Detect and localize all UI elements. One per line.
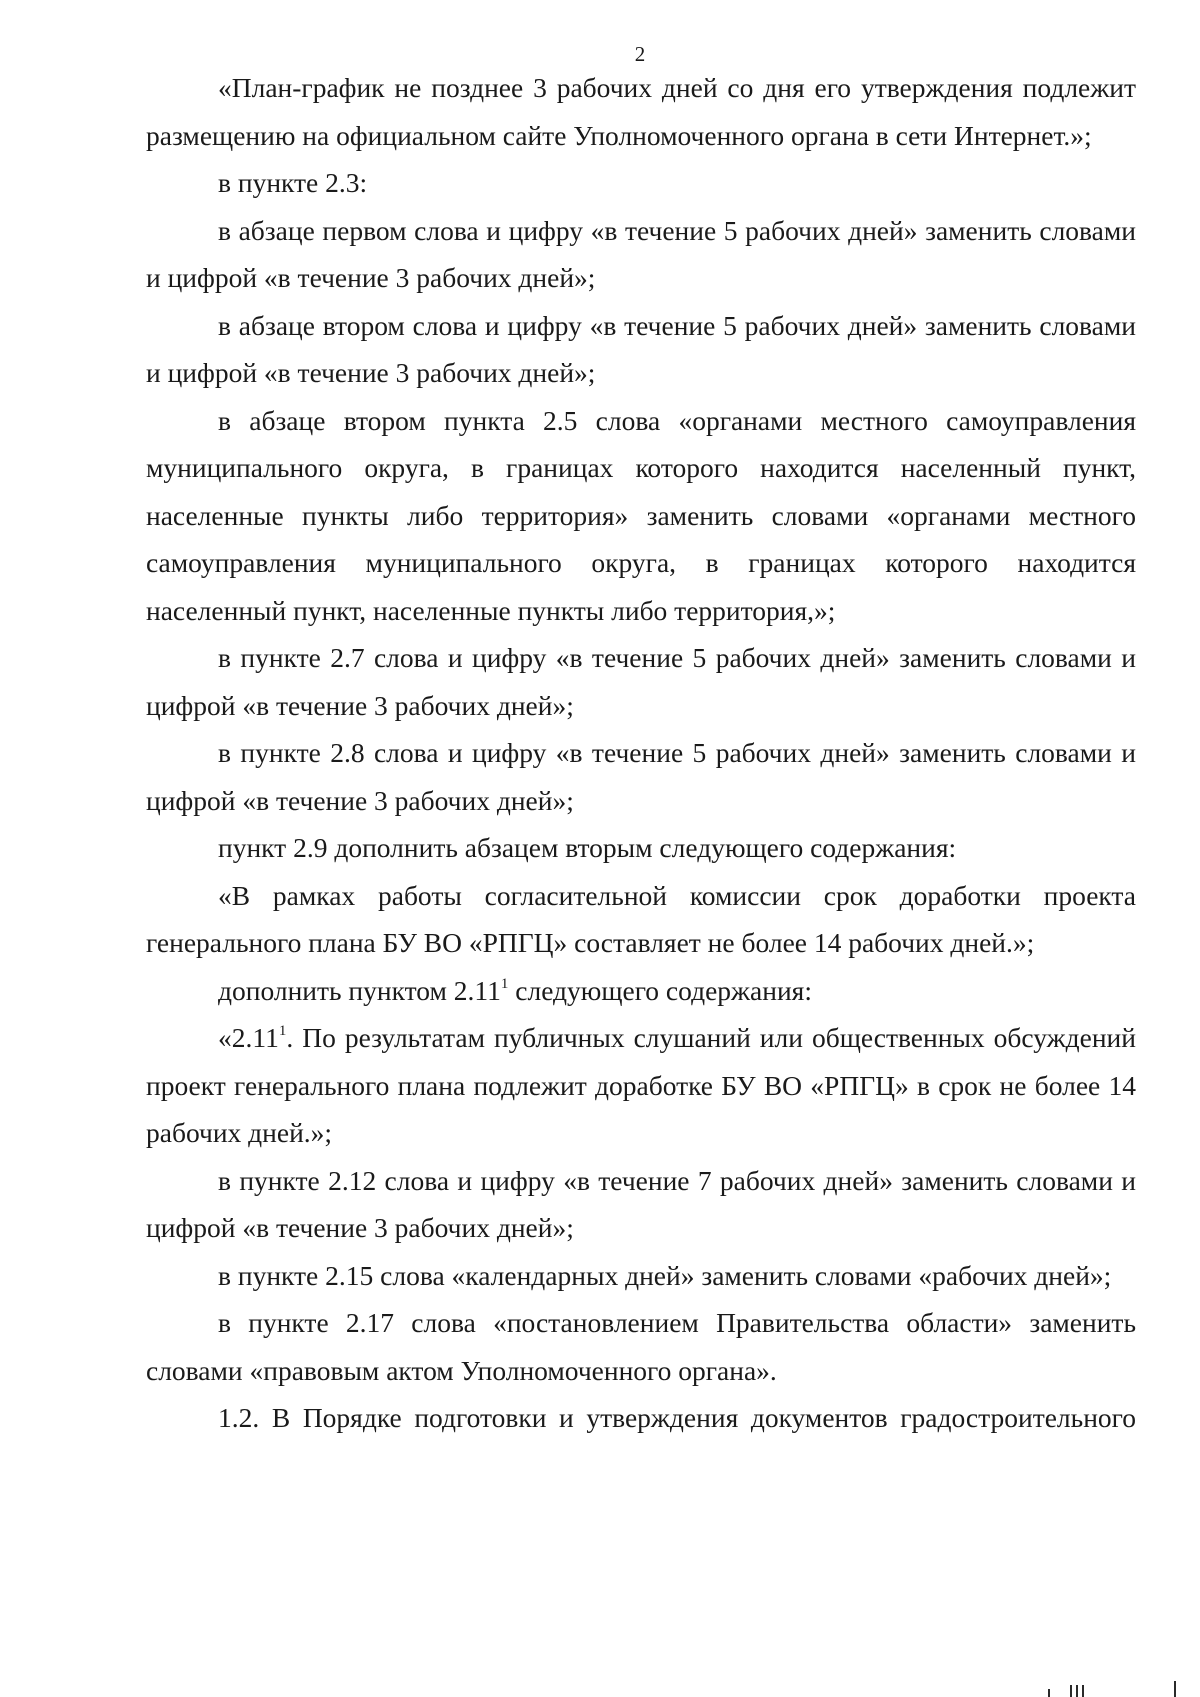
paragraph-text: . По результатам публичных слушаний или общественных обсуждений проект генерального плана подлежит доработке БУ ВО «РПГЦ» в срок не более 14 рабочих дней.»;	[146, 1022, 1136, 1148]
scan-mark	[1174, 1681, 1176, 1697]
paragraph-text: дополнить пунктом 2.11	[218, 974, 501, 1006]
paragraph: в пункте 2.3:	[218, 167, 368, 198]
scan-mark	[1076, 1685, 1078, 1697]
paragraph	[146, 967, 1136, 1015]
paragraph: «В рамках работы согласительной комиссии срок доработки проекта генерального плана БУ ВО «РПГЦ» составляет не более 14 рабочих дней.»;	[146, 879, 1136, 958]
scan-mark	[1082, 1685, 1084, 1697]
paragraph: в пункте 2.7 слова и цифру «в течение 5 рабочих дней» заменить словами и цифрой «в течение 3 рабочих дней»;	[146, 642, 1136, 721]
superscript: 1	[278, 1023, 287, 1039]
document-body	[146, 64, 1136, 1442]
paragraph: в абзаце первом слова и цифру «в течение 5 рабочих дней» заменить словами и цифрой «в течение 3 рабочих дней»;	[146, 214, 1136, 293]
paragraph: в абзаце втором пункта 2.5 слова «органами местного самоуправления муниципального округа, в границах которого находится населенный пункт, населенные пункты либо территория» заменить словами «органами местного самоуправления муниципального округа, в границах которого находится населенный пункт, населенные пункты либо территория,»;	[146, 404, 1136, 626]
paragraph-text: следующего содержания:	[508, 974, 812, 1006]
scan-mark	[1048, 1689, 1050, 1697]
paragraph: в пункте 2.15 слова «календарных дней» заменить словами «рабочих дней»;	[218, 1259, 1112, 1291]
paragraph: в абзаце втором слова и цифру «в течение 5 рабочих дней» заменить словами и цифрой «в течение 3 рабочих дней»;	[146, 309, 1136, 388]
paragraph: в пункте 2.8 слова и цифру «в течение 5 рабочих дней» заменить словами и цифрой «в течение 3 рабочих дней»;	[146, 737, 1136, 816]
paragraph-text: «2.11	[218, 1022, 279, 1053]
paragraph	[146, 1014, 1136, 1157]
paragraph: в пункте 2.17 слова «постановлением Правительства области» заменить словами «правовым актом Уполномоченного органа».	[146, 1307, 1136, 1386]
paragraph: 1.2. В Порядке подготовки и утверждения документов градостроительного	[218, 1402, 1136, 1433]
paragraph: пункт 2.9 дополнить абзацем вторым следующего содержания:	[218, 832, 957, 863]
scan-marks	[1048, 1678, 1178, 1697]
paragraph: в пункте 2.12 слова и цифру «в течение 7 рабочих дней» заменить словами и цифрой «в течение 3 рабочих дней»;	[146, 1164, 1136, 1243]
scan-mark	[1070, 1685, 1072, 1697]
paragraph: «План-график не позднее 3 рабочих дней со дня его утверждения подлежит размещению на официальном сайте Уполномоченного органа в сети Интернет.»;	[146, 72, 1136, 151]
page-number: 2	[634, 42, 646, 66]
superscript: 1	[500, 975, 509, 992]
